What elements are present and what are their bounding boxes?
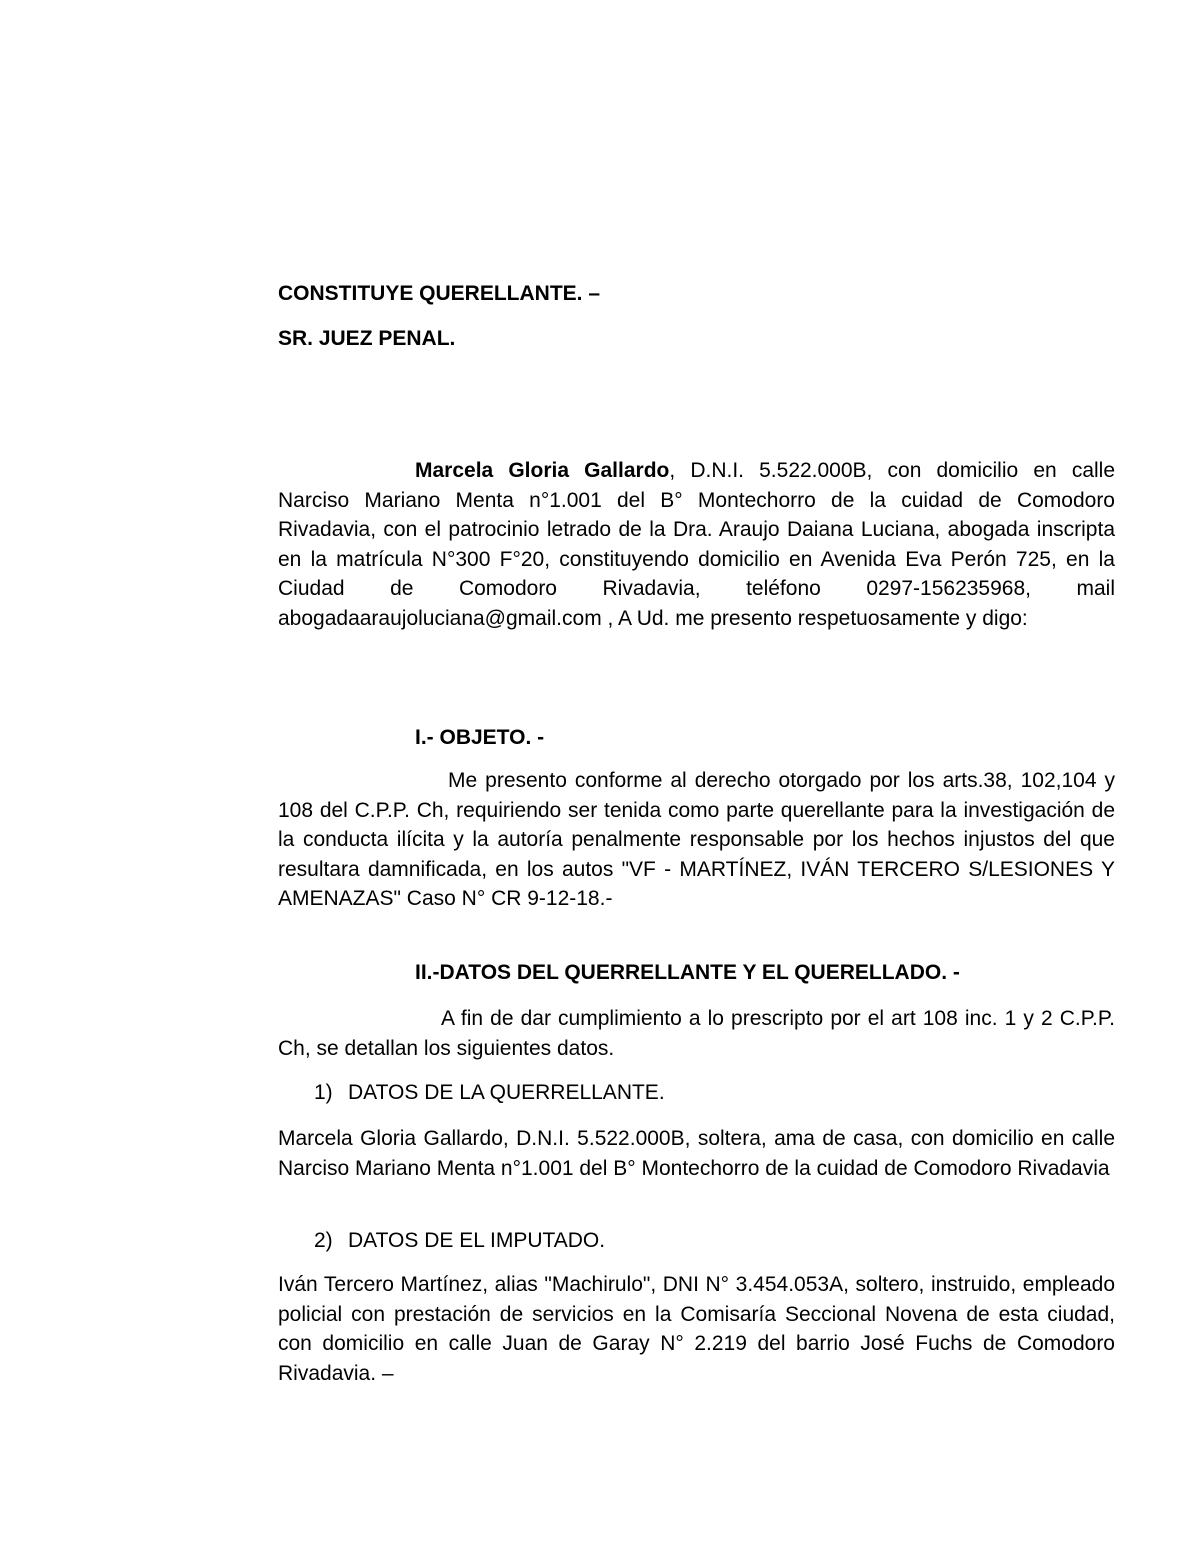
list-label: DATOS DE EL IMPUTADO.: [348, 1229, 606, 1252]
document-title: CONSTITUYE QUERELLANTE. –: [278, 282, 601, 305]
intro-text: , D.N.I. 5.522.000B, con domicilio en calle Narciso Mariano Menta n°1.001 del B° Montechorro de la cuidad de Comodoro Rivadavia, con el patrocinio letrado de la Dra. Araujo Daiana Luciana, abogada inscripta en la matrícula N°300 F°20, constituyendo domicilio en Avenida Eva Perón 725, en la Ciudad de Comodoro Rivadavia, teléfono 0297-156235968, mail abogadaaraujoluciana@gmail.com , A Ud. me presento respetuosamente y digo:: [278, 459, 1116, 630]
intro-paragraph: [278, 456, 1115, 633]
section-2-paragraph: A fin de dar cumplimiento a lo prescripto por el art 108 inc. 1 y 2 C.P.P. Ch, se detallan los siguientes datos.: [278, 1007, 1115, 1060]
plaintiff-name: Marcela Gloria Gallardo: [415, 459, 670, 482]
list-item-defendant: [314, 1226, 605, 1256]
addressee: SR. JUEZ PENAL.: [278, 327, 456, 350]
section-2-heading: II.-DATOS DEL QUERRELLANTE Y EL QUERELLADO. -: [415, 961, 960, 984]
section-1-paragraph: Me presento conforme al derecho otorgado por los arts.38, 102,104 y 108 del C.P.P. Ch, requiriendo ser tenida como parte querellante para la investigación de la conducta ilícita y la autoría penalmente responsable por los hechos injustos del que resultara damnificada, en los autos "VF - MARTÍNEZ, IVÁN TERCERO S/LESIONES Y AMENAZAS" Caso N° CR 9-12-18.-: [278, 769, 1115, 910]
section-1-heading: I.- OBJETO. -: [415, 726, 545, 749]
list-label: DATOS DE LA QUERRELLANTE.: [348, 1081, 665, 1104]
defendant-data-paragraph: Iván Tercero Martínez, alias "Machirulo", DNI N° 3.454.053A, soltero, instruido, empleado policial con prestación de servicios en la Comisaría Seccional Novena de esta ciudad, con domicilio en calle Juan de Garay N° 2.219 del barrio José Fuchs de Comodoro Rivadavia. –: [278, 1273, 1115, 1385]
plaintiff-data-paragraph: Marcela Gloria Gallardo, D.N.I. 5.522.000B, soltera, ama de casa, con domicilio en calle Narciso Mariano Menta n°1.001 del B° Montechorro de la cuidad de Comodoro Rivadavia: [278, 1127, 1115, 1180]
list-number: 1): [314, 1081, 333, 1104]
list-number: 2): [314, 1229, 333, 1252]
list-item-plaintiff: [314, 1078, 665, 1108]
